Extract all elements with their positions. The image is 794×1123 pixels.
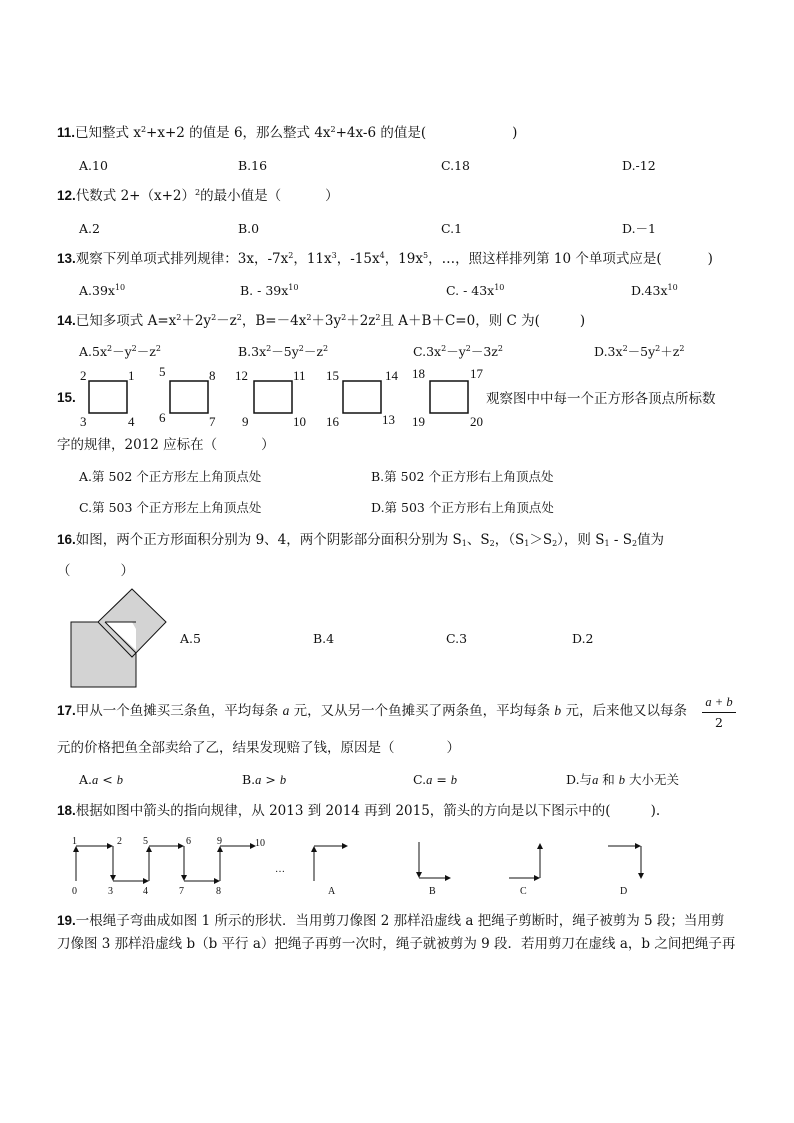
q11-stem: 11.已知整式 $x^2+x+2$ 的值是 6，那么整式 $4x^2+4x-6$ 的值是( ) [57,125,518,141]
svg-text:17: 17 [470,366,483,381]
q18-choice-b-label: B [429,886,436,897]
svg-text:2: 2 [117,836,122,847]
q17-fraction-bar [702,712,736,713]
svg-text:4: 4 [128,414,135,429]
q18-sequence-path [76,846,255,881]
svg-text:5: 5 [143,836,148,847]
q18-choice-b-arrows [419,842,450,878]
q15-squares-figure [70,364,490,429]
svg-text:18: 18 [412,366,425,381]
svg-text:6: 6 [186,836,191,847]
q16-paren[interactable]: （ ） [57,563,134,579]
q18-choice-a-arrows [314,846,347,881]
q15-option-b[interactable]: B.第 502 个正方形右上角顶点处 [371,469,554,484]
q11-option-b[interactable]: B.16 [238,158,268,173]
svg-text:0: 0 [72,886,77,897]
q14-option-c[interactable]: $C.3x^2-y^2-3z^2$ [413,344,503,359]
q11-option-d[interactable]: D.-12 [622,158,656,173]
q16-option-c[interactable]: C.3 [446,631,468,646]
q17-option-b[interactable]: B.a > b [242,772,287,787]
svg-text:12: 12 [235,368,248,383]
q16-number: 16. [57,532,76,547]
q14-option-b[interactable]: $B.3x^2-5y^2-z^2$ [238,344,329,359]
svg-text:15: 15 [326,368,339,383]
q16-option-b[interactable]: B.4 [313,631,335,646]
q13-option-c[interactable]: C. - $43x^{10}$ [446,283,505,298]
q13-option-b[interactable]: B. - $39x^{10}$ [240,283,299,298]
q13-option-a[interactable]: $A.39x^{10}$ [79,283,126,298]
q18-choice-a-label: A [328,886,336,897]
q17-number: 17. [57,703,76,718]
svg-text:10: 10 [293,414,306,429]
q18-choice-c-arrows [509,844,540,878]
svg-text:10: 10 [255,838,265,849]
q16-option-d[interactable]: D.2 [572,631,594,646]
q19-stem-line2: 刀像图 3 那样沿虚线 b（b 平行 a）把绳子再剪一次时，绳子就被剪为 9 段．若用剪刀在虚线 a，b 之间把绳子再 [57,936,736,952]
svg-text:9: 9 [217,836,222,847]
svg-text:11: 11 [293,368,306,383]
svg-text:4: 4 [143,886,148,897]
q15-number: 15. [57,390,76,405]
q12-option-a[interactable]: A.2 [79,221,100,236]
q14-number: 14. [57,313,76,328]
q11-option-a[interactable]: A.10 [79,158,108,173]
q18-choice-d-arrows [608,846,641,878]
q15-stem-right: 观察图中中每一个正方形各顶点所标数 [486,391,716,407]
q13-option-d[interactable]: $D.43x^{10}$ [631,283,678,298]
q19-stem-line1: 19.一根绳子弯曲成如图 1 所示的形状．当用剪刀像图 2 那样沿虚线 a 把绳子剪断时，绳子被剪为 5 段；当用剪 [57,913,725,929]
q15-option-c[interactable]: C.第 503 个正方形左上角顶点处 [79,500,262,515]
svg-text:8: 8 [216,886,221,897]
svg-text:7: 7 [179,886,184,897]
q13-number: 13. [57,251,76,266]
q16-option-a[interactable]: A.5 [180,631,201,646]
q18-stem: 18.根据如图中箭头的指向规律，从 2013 到 2014 再到 2015，箭头的方向是以下图示中的( ). [57,803,661,819]
svg-text:5: 5 [159,364,166,379]
q14-option-a[interactable]: $A.5x^2-y^2-z^2$ [79,344,161,359]
q17-stem-line2: 元的价格把鱼全部卖给了乙，结果发现赔了钱，原因是（ ） [57,740,460,756]
svg-text:3: 3 [80,414,87,429]
q18-choice-d-label: D [620,886,628,897]
svg-text:14: 14 [385,368,398,383]
q17-fraction-denominator: 2 [715,715,723,730]
svg-text:7: 7 [209,414,216,429]
q18-arrow-figure [62,832,682,902]
q12-option-d[interactable]: D.－1 [622,221,657,236]
svg-text:1: 1 [72,836,77,847]
q15-square-5 [412,366,484,429]
svg-text:3: 3 [108,886,113,897]
q13-stem: 13.观察下列单项式排列规律：3x，$-7x^2$，$11x^3$，$-15x^4$，$19x^5$，…，照这样排列第 10 个单项式应是( ) [57,251,713,267]
svg-text:13: 13 [382,412,395,427]
q17-option-a[interactable]: A.a < b [79,772,123,787]
q15-square-3 [235,368,306,429]
q14-stem: 14.已知多项式 $A=x^2+2y^2-z^2$，$B=-4x^2+3y^2+2z^2$且 A＋B＋C=0，则 C 为( ) [57,313,586,329]
q12-option-c[interactable]: C.1 [441,221,463,236]
svg-text:8: 8 [209,368,216,383]
svg-text:1: 1 [128,368,135,383]
q11-option-c[interactable]: C.18 [441,158,470,173]
svg-text:2: 2 [80,368,87,383]
svg-text:9: 9 [242,414,249,429]
svg-text:…: … [275,864,285,875]
q17-fraction-numerator: a + b [705,695,733,709]
svg-text:6: 6 [159,410,166,425]
q16-stem: 16.如图，两个正方形面积分别为 9、4，两个阴影部分面积分别为 $S_1$、$S_2$，$(S_1>S_2)$，则 $S_1 - S_2$值为 [57,532,665,548]
q18-number: 18. [57,803,76,818]
q17-stem: 17.甲从一个鱼摊买三条鱼，平均每条 a 元，又从另一个鱼摊买了两条鱼，平均每条 b 元，后来他又以每条 [57,703,687,719]
q12-number: 12. [57,188,76,203]
q17-option-d[interactable]: D.与a 和 b 大小无关 [566,772,680,787]
q16-squares-figure [70,588,170,688]
q15-option-d[interactable]: D.第 503 个正方形右上角顶点处 [371,500,554,515]
svg-text:19: 19 [412,414,425,429]
q12-option-b[interactable]: B.0 [238,221,260,236]
q19-number: 19. [57,913,76,928]
q17-option-c[interactable]: C.a = b [413,772,458,787]
q12-stem: 12.代数式 $2+(x+2)^2$的最小值是（ ） [57,188,339,204]
q15-option-a[interactable]: A.第 502 个正方形左上角顶点处 [79,469,262,484]
svg-text:20: 20 [470,414,483,429]
q15-square-4 [326,368,399,429]
q15-square-1 [80,368,135,429]
q14-option-d[interactable]: $D.3x^2-5y^2+z^2$ [594,344,685,359]
q15-stem-line2: 字的规律，2012 应标在（ ） [57,437,275,453]
svg-text:16: 16 [326,414,339,429]
q11-number: 11. [57,125,76,140]
q15-square-2 [159,364,216,429]
q18-choice-c-label: C [520,886,527,897]
